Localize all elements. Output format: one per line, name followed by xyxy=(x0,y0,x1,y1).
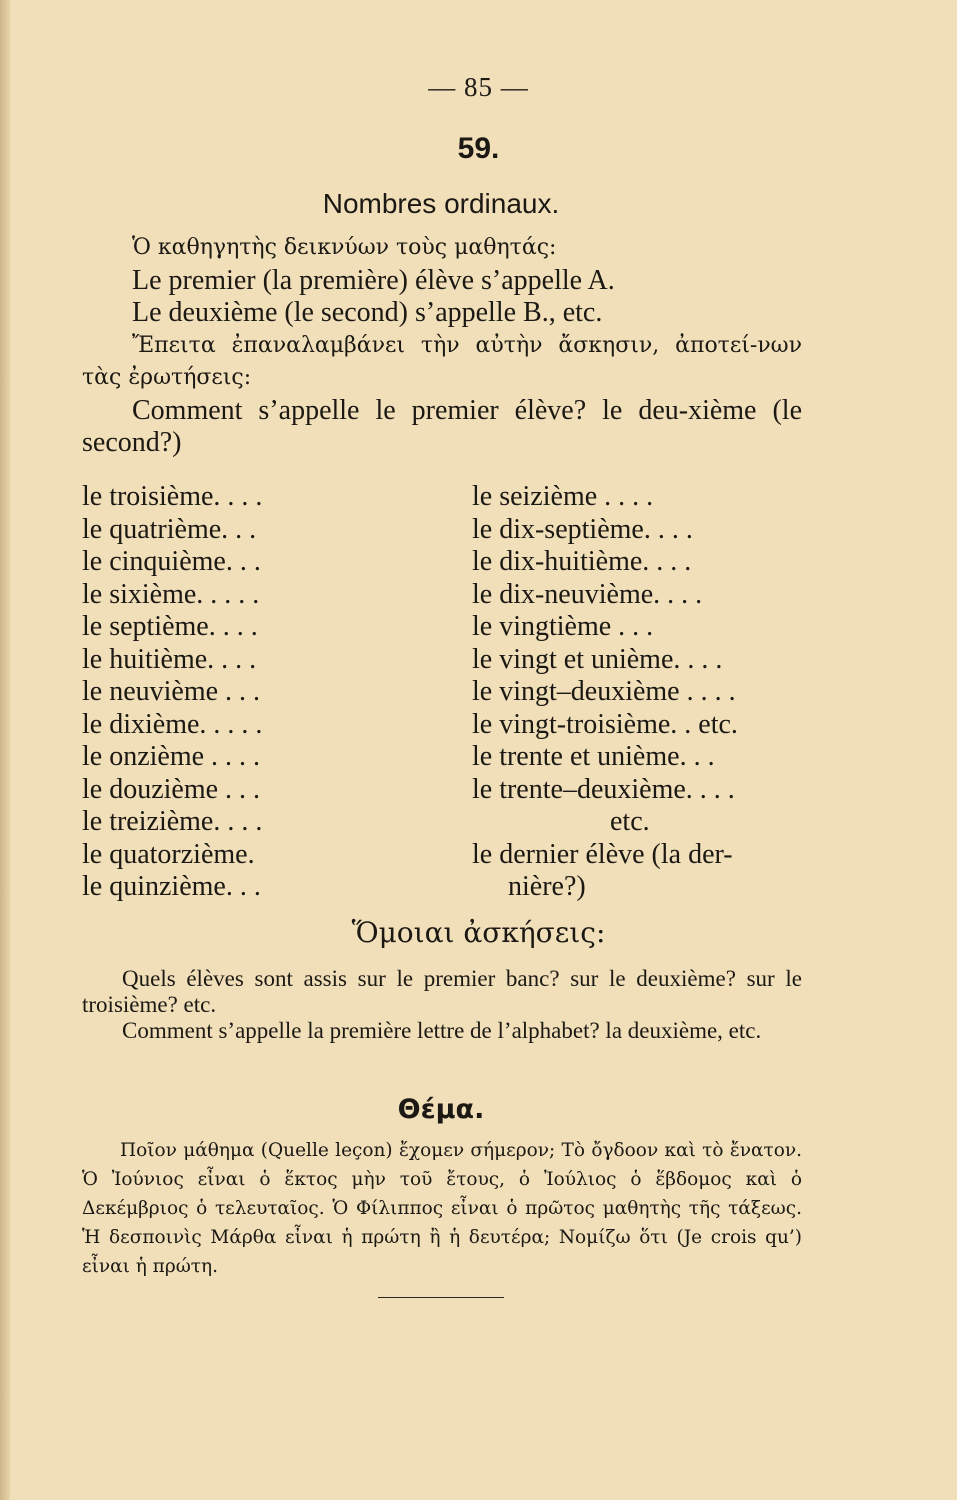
lesson-number: 59. xyxy=(457,132,500,165)
ordinals-list xyxy=(82,481,812,911)
ordinal-item: le huitième. . . . xyxy=(82,643,257,675)
ordinal-item: le seizième . . . . xyxy=(472,481,654,512)
lesson-title: Nombres ordinaux. xyxy=(322,188,560,219)
ordinal-item: le quatorzième. xyxy=(82,838,255,870)
ordinal-item: le trente–deuxième. . . . xyxy=(472,773,735,805)
intro-line-premier: Le premier (la première) élève s’appelle A. xyxy=(132,264,615,296)
ordinal-item: le douzième . . . xyxy=(82,773,261,805)
ordinal-item: le vingt–deuxième . . . . xyxy=(472,676,736,707)
ordinal-item: le cinquième. . . xyxy=(82,546,261,577)
ordinal-item: le vingtième . . . xyxy=(472,611,654,642)
ordinal-item: le vingt-troisième. . etc. xyxy=(472,708,738,740)
similar-exercises-heading: Ὅμοιαι ἀσκήσεις: xyxy=(351,916,606,949)
intro-line-deuxieme: Le deuxième (le second) s’appelle B., etc. xyxy=(132,297,603,328)
theme-heading: Θέμα. xyxy=(397,1094,485,1125)
ordinals-left-column xyxy=(82,481,382,904)
ordinal-item: le dixième. . . . . xyxy=(82,708,263,740)
page-number: — 85 — xyxy=(428,72,529,102)
ordinal-item: le onzième . . . . xyxy=(82,741,261,772)
page-edge xyxy=(0,0,10,1500)
ordinal-item: le dix-neuvième. . . . xyxy=(472,578,703,610)
ordinal-item: le troisième. . . . xyxy=(82,481,263,512)
ordinal-item: le treizième. . . . xyxy=(82,806,263,837)
intro-greek-paragraph: Ἔπειτα ἐπαναλαμβάνει τὴν αὐτὴν ἄσκησιν, ἀποτεί-νων τὰς ἐρωτήσεις: xyxy=(82,332,802,390)
ordinal-item: le dernier élève (la der- xyxy=(472,838,733,870)
exercise-paragraph: Quels élèves sont assis sur le premier banc? sur le deuxième? sur le troisième? etc. xyxy=(82,966,802,1017)
ordinal-item-continuation: nière?) xyxy=(508,871,586,902)
exercises-section xyxy=(82,966,802,1044)
ordinal-item: le neuvième . . . xyxy=(82,676,261,707)
closing-rule xyxy=(378,1297,504,1298)
ordinal-item: le dix-septième. . . . xyxy=(472,513,693,545)
ordinal-item: le dix-huitième. . . . xyxy=(472,546,692,577)
ordinal-item: le vingt et unième. . . . xyxy=(472,643,723,675)
theme-text: Ποῖον μάθημα (Quelle leçon) ἔχομεν σήμερον; Τὸ ὄγδοον καὶ τὸ ἔνατον. Ὁ Ἰούνιος εἶναι ὁ ἕκτος μὴν τοῦ ἔτους, ὁ Ἰούλιος ὁ ἕβδομος καὶ ὁ Δεκέμβριος ὁ τελευταῖος. Ὁ Φίλιππος εἶναι ὁ πρῶτος μαθητὴς τῆς τάξεως. Ἡ δεσποινὶς Μάρθα εἶναι ἡ πρώτη ἢ ἡ δευτέρα; Νομίζω ὅτι (Je crois qu’) εἶναι ἡ πρώτη. xyxy=(82,1140,802,1277)
ordinal-item: le trente et unième. . . xyxy=(472,741,715,772)
ordinal-item: le quinzième. . . xyxy=(82,871,261,902)
ordinal-item: le septième. . . . xyxy=(82,611,258,642)
ordinals-right-column xyxy=(472,481,812,904)
ordinal-item: le quatrième. . . xyxy=(82,513,257,545)
intro-question: Comment s’appelle le premier élève? le deu-xième (le second?) xyxy=(82,394,802,458)
ordinal-etc: etc. xyxy=(610,806,650,837)
exercise-paragraph: Comment s’appelle la première lettre de l’alphabet? la deuxième, etc. xyxy=(122,1018,762,1043)
intro-section xyxy=(82,232,802,460)
intro-greek-line: Ὁ καθηγητὴς δεικνύων τοὺς μαθητάς: xyxy=(132,235,557,260)
ordinal-item: le sixième. . . . . xyxy=(82,578,260,610)
